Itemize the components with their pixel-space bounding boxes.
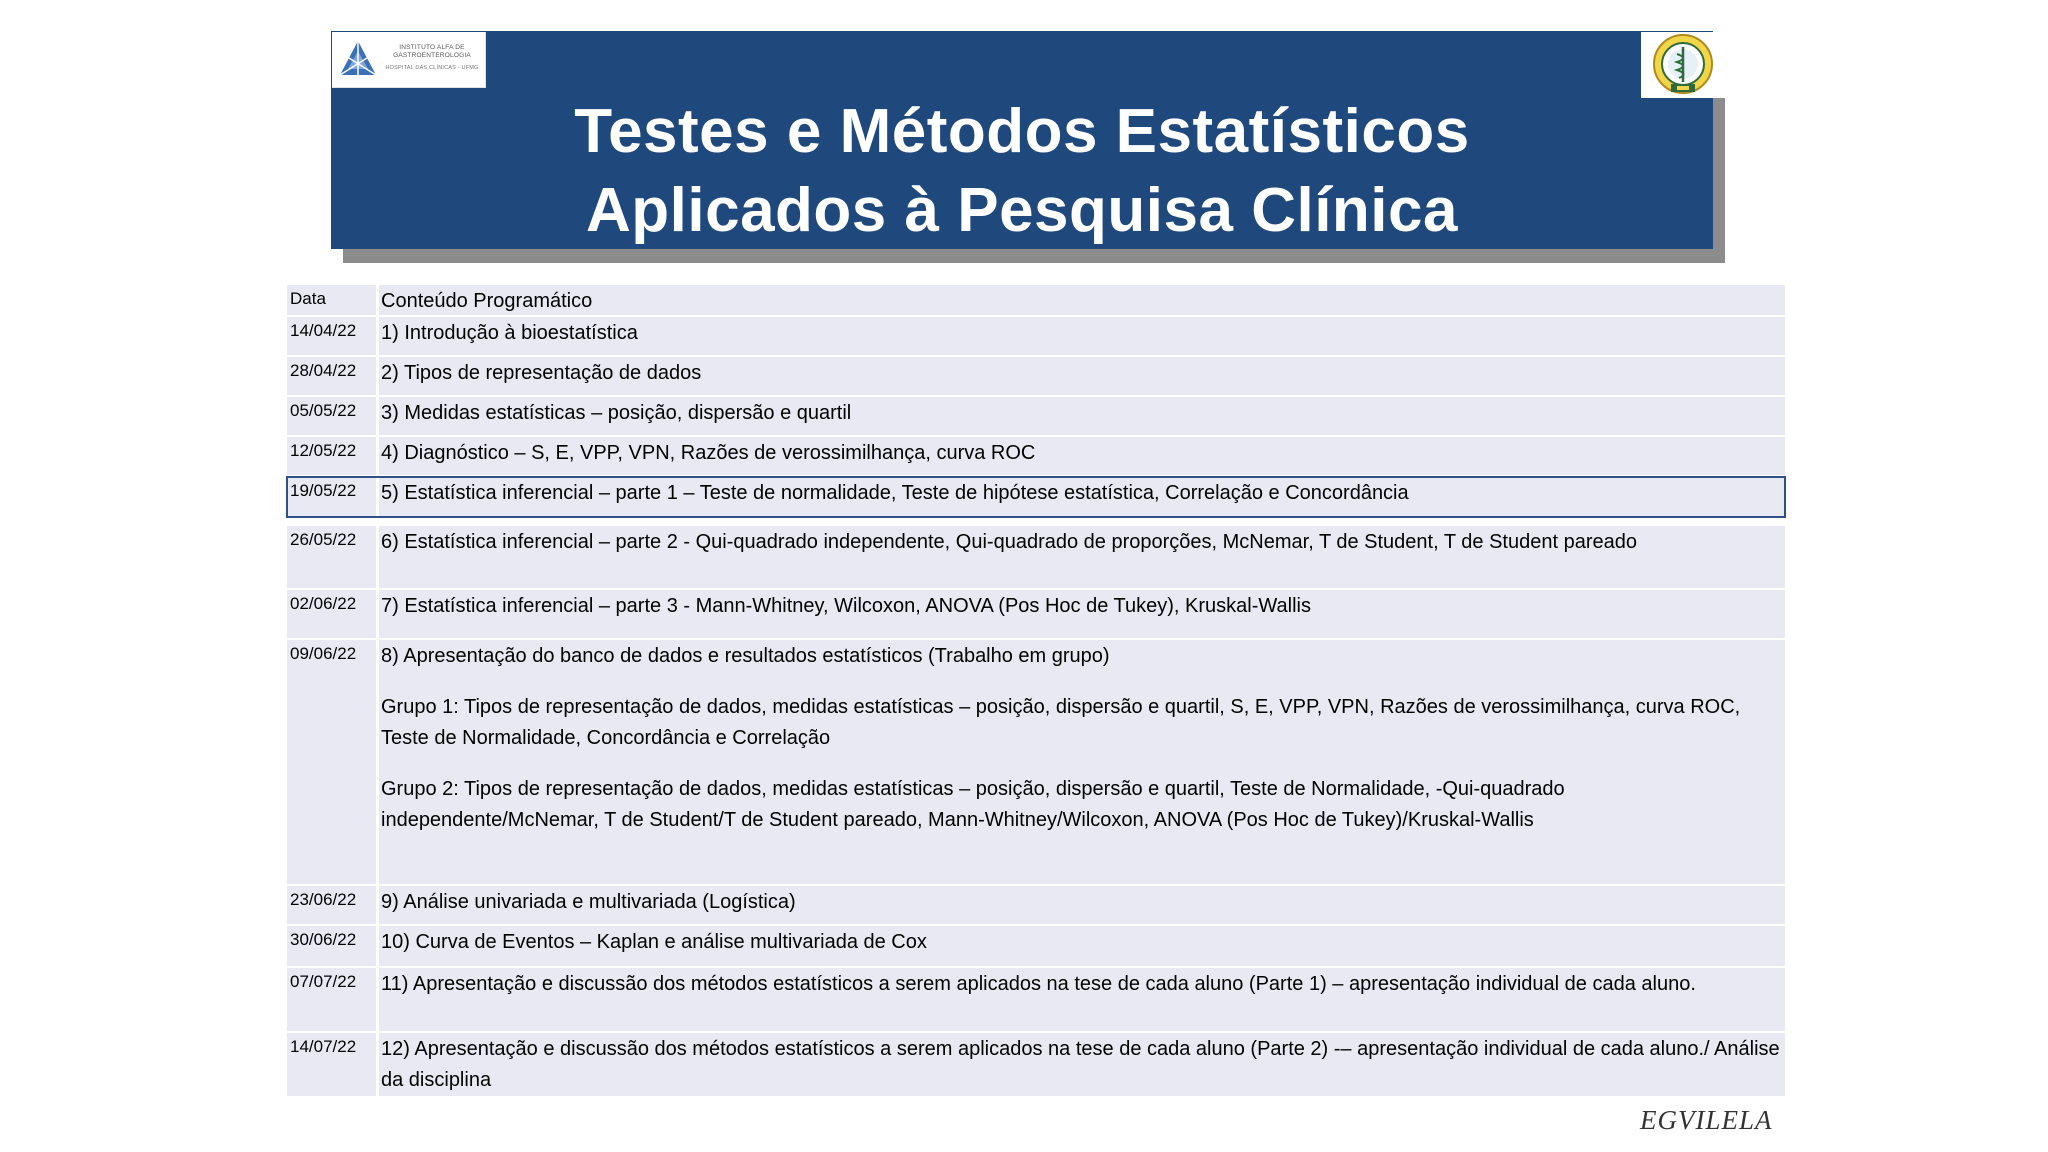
slide-title-line1: Testes e Métodos Estatísticos	[574, 97, 1470, 166]
row-date: 05/05/22	[287, 397, 376, 435]
table-row	[287, 357, 1785, 395]
header-date: Data	[287, 285, 376, 315]
row-content-group1: Grupo 1: Tipos de representação de dados, medidas estatísticas – posição, dispersão e quartil, S, E, VPP, VPN, Razões de verossimilhança, curva ROC, Teste de Normalidade, Concordância e Correlação	[381, 696, 1741, 749]
row-content: 10) Curva de Eventos – Kaplan e análise multivariada de Cox	[379, 926, 1785, 966]
row-date: 09/06/22	[287, 640, 376, 884]
row-content: 4) Diagnóstico – S, E, VPP, VPN, Razões de verossimilhança, curva ROC	[379, 437, 1785, 475]
table-row	[287, 640, 1785, 884]
row-content: 3) Medidas estatísticas – posição, dispersão e quartil	[379, 397, 1785, 435]
row-content: 6) Estatística inferencial – parte 2 - Qui-quadrado independente, Qui-quadrado de proporções, McNemar, T de Student, T de Student pareado	[379, 526, 1785, 588]
table-row	[287, 397, 1785, 435]
row-content	[379, 640, 1785, 884]
row-content-main: 8) Apresentação do banco de dados e resultados estatísticos (Trabalho em grupo)	[381, 645, 1110, 667]
row-content: 7) Estatística inferencial – parte 3 - Mann-Whitney, Wilcoxon, ANOVA (Pos Hoc de Tukey), Kruskal-Wallis	[379, 590, 1785, 638]
row-date: 19/05/22	[287, 477, 376, 517]
institute-logo	[332, 32, 486, 88]
row-date: 26/05/22	[287, 526, 376, 588]
medical-school-seal-icon	[1641, 32, 1725, 98]
row-date: 14/07/22	[287, 1033, 376, 1096]
table-row	[287, 317, 1785, 355]
row-content: 11) Apresentação e discussão dos métodos estatísticos a serem aplicados na tese de cada aluno (Parte 1) – apresentação individual de cada aluno.	[379, 968, 1785, 1031]
table-row	[287, 968, 1785, 1031]
row-date: 23/06/22	[287, 886, 376, 924]
header-content: Conteúdo Programático	[379, 285, 1785, 315]
logo-text-line2: GASTROENTEROLOGIA	[393, 52, 471, 59]
row-content: 5) Estatística inferencial – parte 1 – Teste de normalidade, Teste de hipótese estatística, Correlação e Concordância	[379, 477, 1785, 517]
table-row	[287, 886, 1785, 924]
logo-text-line1: INSTITUTO ALFA DE	[399, 44, 465, 51]
table-row	[287, 590, 1785, 638]
table-row	[287, 437, 1785, 475]
row-content: 12) Apresentação e discussão dos métodos estatísticos a serem aplicados na tese de cada aluno (Parte 2) -– apresentação individual de cada aluno./ Análise da disciplina	[379, 1033, 1785, 1096]
table-header-row	[287, 285, 1785, 315]
triangle-logo-icon	[336, 37, 380, 81]
title-banner	[331, 31, 1713, 249]
logo-text-line3: HOSPITAL DAS CLÍNICAS - UFMG	[385, 65, 479, 71]
row-date: 28/04/22	[287, 357, 376, 395]
row-content: 1) Introdução à bioestatística	[379, 317, 1785, 355]
row-date: 14/04/22	[287, 317, 376, 355]
row-content: 9) Análise univariada e multivariada (Logística)	[379, 886, 1785, 924]
row-date: 30/06/22	[287, 926, 376, 966]
table-row-selected[interactable]	[287, 477, 1785, 517]
program-table	[287, 285, 1785, 1098]
table-row	[287, 926, 1785, 966]
author-signature: EGVILELA	[1640, 1105, 1773, 1135]
row-date: 12/05/22	[287, 437, 376, 475]
slide-title-line2: Aplicados à Pesquisa Clínica	[586, 176, 1458, 245]
row-content: 2) Tipos de representação de dados	[379, 357, 1785, 395]
table-row	[287, 526, 1785, 588]
row-date: 07/07/22	[287, 968, 376, 1031]
row-content-group2: Grupo 2: Tipos de representação de dados, medidas estatísticas – posição, dispersão e quartil, Teste de Normalidade, -Qui-quadrado independente/McNemar, T de Student/T de Student pareado, Mann-Whitney/Wilcoxon, ANOVA (Pos Hoc de Tukey)/Kruskal-Wallis	[381, 778, 1565, 831]
table-row	[287, 1033, 1785, 1096]
row-date: 02/06/22	[287, 590, 376, 638]
medical-school-seal	[1641, 32, 1725, 98]
